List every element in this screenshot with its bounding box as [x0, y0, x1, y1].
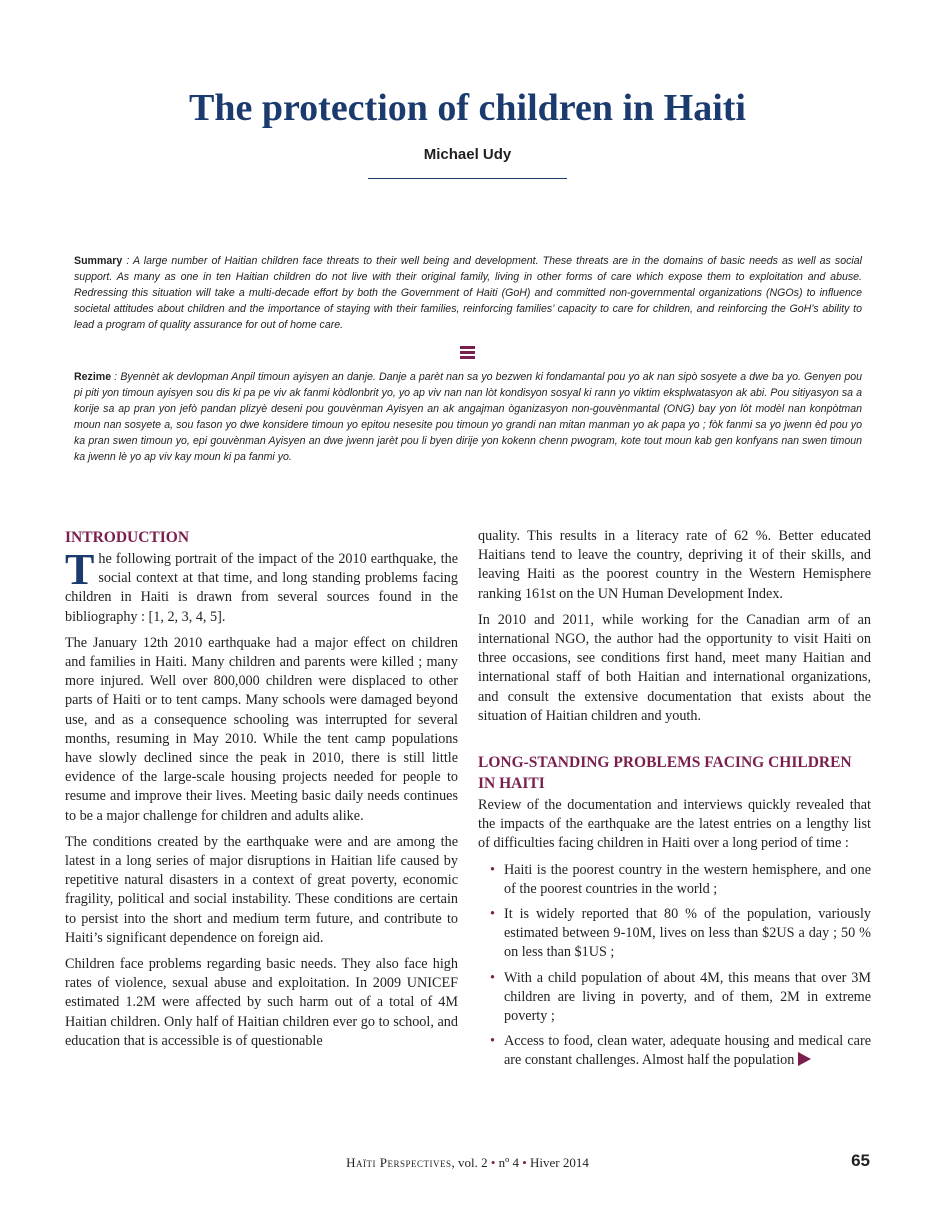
page-number: 65 [851, 1151, 870, 1170]
problems-list [478, 861, 871, 1071]
list-item-text: Access to food, clean water, adequate housing and medical care are constant challenges. Almost half the population [504, 1033, 871, 1069]
rezime-label: Rezime [74, 371, 112, 383]
author-divider [368, 178, 567, 179]
list-item: • With a child population of about 4M, this means that over 3M children are living in poverty, and of them, 2M in extreme poverty ; [478, 969, 871, 1027]
footer-season: Hiver 2014 [526, 1155, 589, 1170]
right-column [478, 527, 871, 1077]
page-footer [0, 1155, 935, 1171]
rezime-text: : Byennèt ak devlopman Anpil timoun ayisyen an danje. Danje a parèt nan sa yo bezwen ki fondamantal pou yo ak nan sipò sosyete a dwe ba yo. Genyen pou pi piti yon timoun ayisyen sou dis ki pa pe viv ak fanmi kòdlonbrit yo, yo ap viv nan nan lòt kondisyon sosyal ki rann yo viktim eksplwatasyon ak abi. Pou sitiyasyon sa a korije sa ap pran yon jefò pandan plizyè deseni pou gouvènman Ayisyen an ak angajman òganizasyon non-gouvènmantal (ONG) bay yon lòt modèl nan konpòtman moun nan sosyete a, sou fason yo dwe konsidere timoun yo epitou nesesite pou timoun yo grandi nan mitan manman yo ak papa yo ; fòk fanmi sa yo jwenn èd pou yo ka pran swen timoun yo, epi gouvènman Ayisyen an dwe jwenn jarèt pou li byen dirije yon kokenn chenn pwogram, kote tout moun kab gen konfyans nan swen timoun ka jwenn lè yo ap viv kay moun ki pa fanmi yo. [74, 371, 862, 463]
rezime-abstract [74, 369, 862, 465]
introduction-heading: INTRODUCTION [65, 529, 190, 546]
author-name: Michael Udy [423, 146, 512, 163]
journal-name: Haïti Perspectives [346, 1155, 452, 1170]
intro-paragraph-2: The January 12th 2010 earthquake had a major effect on children and families in Haiti. Many children and parents were killed ; many more injured. Well over 800,000 children were displaced to other parts of Haiti or to tent camps. Many schools were damaged beyond use, and as a consequence schooling was interrupted for several months, resuming in May 2010. While the tent camp populations have slowly declined since the peak in 2010, there is still little evidence of the large-scale housing projects needed for people to resume and improve their lives. Meeting basic daily needs continues to be a major challenge for children and adults alike. [65, 634, 458, 824]
right-paragraph-2: In 2010 and 2011, while working for the Canadian arm of an international NGO, the author had the opportunity to visit Haiti on three occasions, see conditions first hand, meet many Haitian and international staff of both Haitian and international organizations, and consult the extensive documentation that exists about the situation of Haitian children and youth. [478, 611, 871, 724]
bullet-separator-icon: • [490, 1155, 496, 1170]
intro-paragraph-3: The conditions created by the earthquake were and are among the latest in a long series of major disruptions in Haitian life caused by repetitive natural disasters in a context of great poverty, economic fragility, political and social instability. These conditions are certain to persist into the short and medium term future, and contribute to Haiti’s significant dependence on foreign aid. [65, 833, 458, 946]
footer-volume: , vol. 2 [451, 1155, 491, 1170]
right-paragraph-1: quality. This results in a literacy rate of 62 %. Better educated Haitians tend to leave the country, depriving it of their skills, and leaving Haiti as the poorest country in the Western Hemisphere ranking 161st on the UN Human Development Index. [478, 528, 871, 602]
article-title: The protection of children in Haiti [189, 87, 746, 129]
summary-text: : A large number of Haitian children face threats to their well being and development. These threats are in the domains of basic needs as well as social support. As many as one in ten Haitian children do not live with their original family, living in other forms of care which expose them to exploitation and abuse. Redressing this situation will take a multi-decade effort by both the Government of Haiti (GoH) and committed non-governmental organizations (NGOs) to influence societal attitudes about children and the importance of staying with their families, reinforcing families’ capacity to care for children, and reinforcing the GoH’s ability to lead a program of quality assurance for out of home care. [74, 255, 862, 331]
summary-abstract [74, 253, 862, 333]
problems-heading: LONG-STANDING PROBLEMS FACING CHILDREN IN HAITI [478, 754, 852, 793]
intro-paragraph-4: Children face problems regarding basic needs. They also face high rates of violence, sexual abuse and exploitation. In 2009 UNICEF estimated 1.2M were affected by such harm out of a total of 4M Haitian children. Only half of Haitian children ever go to school, and education that is accessible is of questionable [65, 956, 458, 1049]
problems-intro: Review of the documentation and interviews quickly revealed that the impacts of the earthquake are the latest entries on a lengthy list of difficulties facing children in Haiti over a long period of time : [478, 797, 871, 852]
three-bar-icon [460, 346, 475, 361]
list-item: • It is widely reported that 80 % of the population, variously estimated between 9-10M, lives on less than $2US a day ; 50 % on less than $1US ; [478, 905, 871, 963]
left-column [65, 527, 458, 1058]
list-item: • Haiti is the poorest country in the western hemisphere, and one of the poorest countries in the world ; [478, 861, 871, 899]
intro-paragraph-1-text: he following portrait of the impact of the 2010 earthquake, the social context at that time, and long standing problems facing children in Haiti is drawn from several sources found in the bibliography : [1, 2, 3, 4, 5]. [65, 551, 458, 625]
bullet-separator-icon: • [522, 1155, 527, 1170]
list-item [478, 1032, 871, 1070]
intro-paragraph-1 [65, 545, 458, 627]
arrow-right-icon [798, 1052, 811, 1066]
footer-issue: nº 4 [495, 1155, 523, 1170]
summary-label: Summary [74, 255, 123, 267]
drop-cap: T [65, 545, 95, 594]
